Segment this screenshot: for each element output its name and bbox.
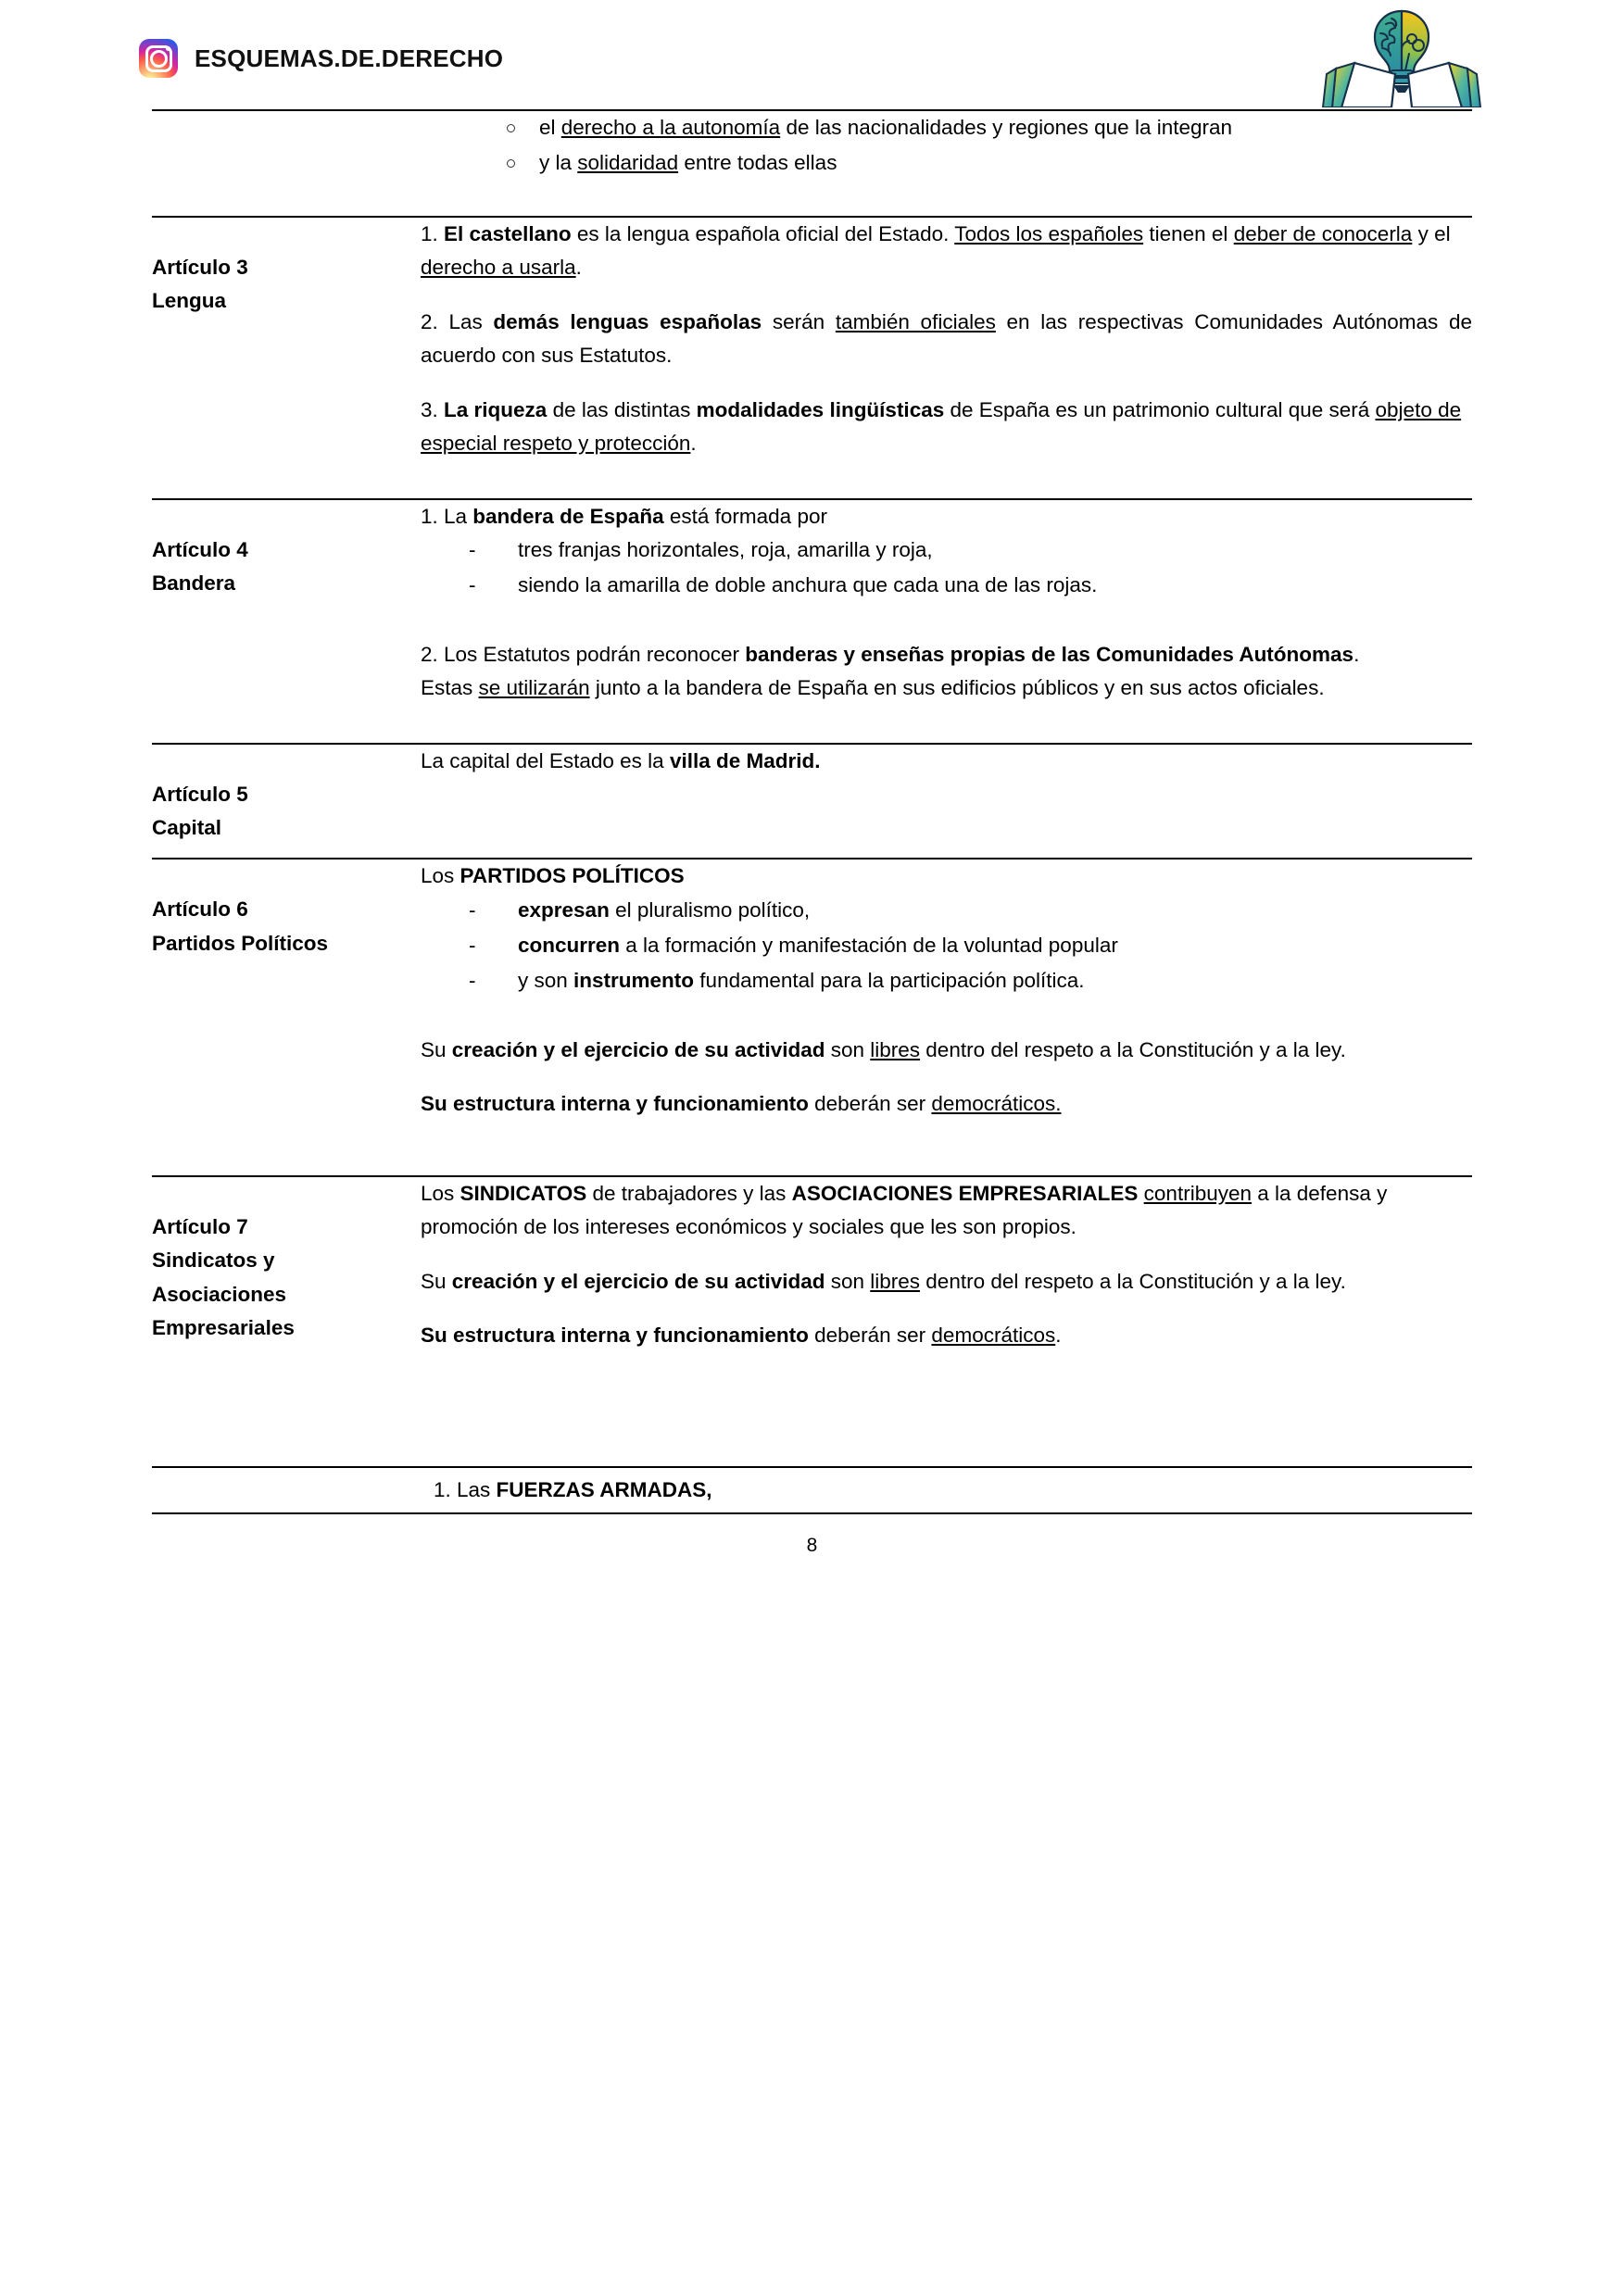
paragraph: Estas se utilizarán junto a la bandera de España en sus edificios públicos y en sus actos oficiales. — [421, 676, 1325, 700]
list-item: - expresan el pluralismo político, — [421, 894, 1472, 927]
table-row — [152, 1176, 1472, 1467]
brain-lightbulb-book-logo — [1314, 4, 1490, 112]
article-label-cell — [152, 499, 421, 744]
article-subtitle: Partidos Políticos — [152, 931, 329, 955]
paragraph: Su creación y el ejercicio de su actividad son libres dentro del respeto a la Constitución y a la ley. — [421, 1269, 1346, 1293]
bullet-list — [421, 111, 1472, 181]
list-item: y la solidaridad entre todas ellas — [421, 146, 1472, 180]
table-row — [152, 859, 1472, 1176]
list-item: - concurren a la formación y manifestación de la voluntad popular — [421, 929, 1472, 962]
paragraph: 2. Los Estatutos podrán reconocer banderas y enseñas propias de las Comunidades Autónomas. — [421, 642, 1360, 666]
article-content-cell — [421, 1176, 1472, 1467]
table-row — [152, 217, 1472, 499]
table-row — [152, 744, 1472, 859]
article-label-cell — [152, 1467, 421, 1513]
page-header — [0, 0, 1624, 109]
list-item: - tres franjas horizontales, roja, amarilla y roja, — [421, 533, 1472, 567]
article-content-cell — [421, 744, 1472, 859]
article-label-cell — [152, 744, 421, 859]
article-content-cell — [421, 499, 1472, 744]
list-item: - siendo la amarilla de doble anchura que cada una de las rojas. — [421, 569, 1472, 602]
article-title: Artículo 5 — [152, 782, 248, 806]
paragraph: 1. El castellano es la lengua española oficial del Estado. Todos los españoles tienen el deber de conocerla y el derecho a usarla. — [421, 221, 1451, 280]
brand-name: ESQUEMAS.DE.DERECHO — [195, 44, 504, 72]
paragraph: Los PARTIDOS POLÍTICOS — [421, 864, 685, 888]
article-title: Artículo 4 — [152, 537, 248, 561]
list-item: el derecho a la autonomía de las nacionalidades y regiones que la integran — [421, 111, 1472, 144]
table-bottom-rule — [152, 1513, 1472, 1514]
paragraph: 1. La bandera de España está formada por — [421, 504, 827, 528]
paragraph: La capital del Estado es la villa de Madrid. — [421, 748, 821, 772]
paragraph: Su estructura interna y funcionamiento deberán ser democráticos. — [421, 1324, 1062, 1348]
instagram-icon — [139, 39, 178, 78]
article-content-cell — [421, 110, 1472, 217]
article-subtitle-line-2: Asociaciones — [152, 1282, 287, 1306]
article-label-cell — [152, 110, 421, 217]
paragraph: 2. Las demás lenguas españolas serán también oficiales en las respectivas Comunidades Autónomas de acuerdo con sus Estatutos. — [421, 309, 1473, 368]
article-label-cell — [152, 859, 421, 1176]
list-item: - y son instrumento fundamental para la participación política. — [421, 964, 1472, 997]
table-row — [152, 1467, 1472, 1513]
articles-table — [152, 109, 1472, 1514]
article-title: Artículo 7 — [152, 1214, 248, 1238]
paragraph: 3. La riqueza de las distintas modalidades lingüísticas de España es un patrimonio cultural que será objeto de especial respeto y protección. — [421, 397, 1462, 456]
article-subtitle: Capital — [152, 816, 222, 840]
article-label-cell — [152, 217, 421, 499]
paragraph: Su creación y el ejercicio de su actividad son libres dentro del respeto a la Constitución y a la ley. — [421, 1037, 1346, 1061]
bullet-list — [421, 533, 1472, 603]
article-content-cell — [421, 1467, 1472, 1513]
brand-block — [139, 39, 503, 78]
bullet-list — [421, 894, 1472, 998]
article-label-cell — [152, 1176, 421, 1467]
article-title: Artículo 6 — [152, 897, 248, 922]
article-subtitle: Lengua — [152, 289, 227, 313]
article-subtitle: Bandera — [152, 571, 236, 595]
page-number: 8 — [806, 1534, 818, 1556]
paragraph: Los SINDICATOS de trabajadores y las ASOCIACIONES EMPRESARIALES contribuyen a la defensa y promoción de los intereses económicos y sociales que les son propios. — [421, 1181, 1388, 1239]
article-subtitle-line-1: Sindicatos y — [152, 1248, 275, 1273]
paragraph: 1. Las FUERZAS ARMADAS, — [434, 1477, 712, 1501]
paragraph: Su estructura interna y funcionamiento deberán ser democráticos. — [421, 1092, 1062, 1116]
article-content-cell — [421, 217, 1472, 499]
table-row — [152, 499, 1472, 744]
article-subtitle-line-3: Empresariales — [152, 1316, 295, 1340]
article-content-cell — [421, 859, 1472, 1176]
table-row — [152, 110, 1472, 217]
article-title: Artículo 3 — [152, 255, 248, 279]
